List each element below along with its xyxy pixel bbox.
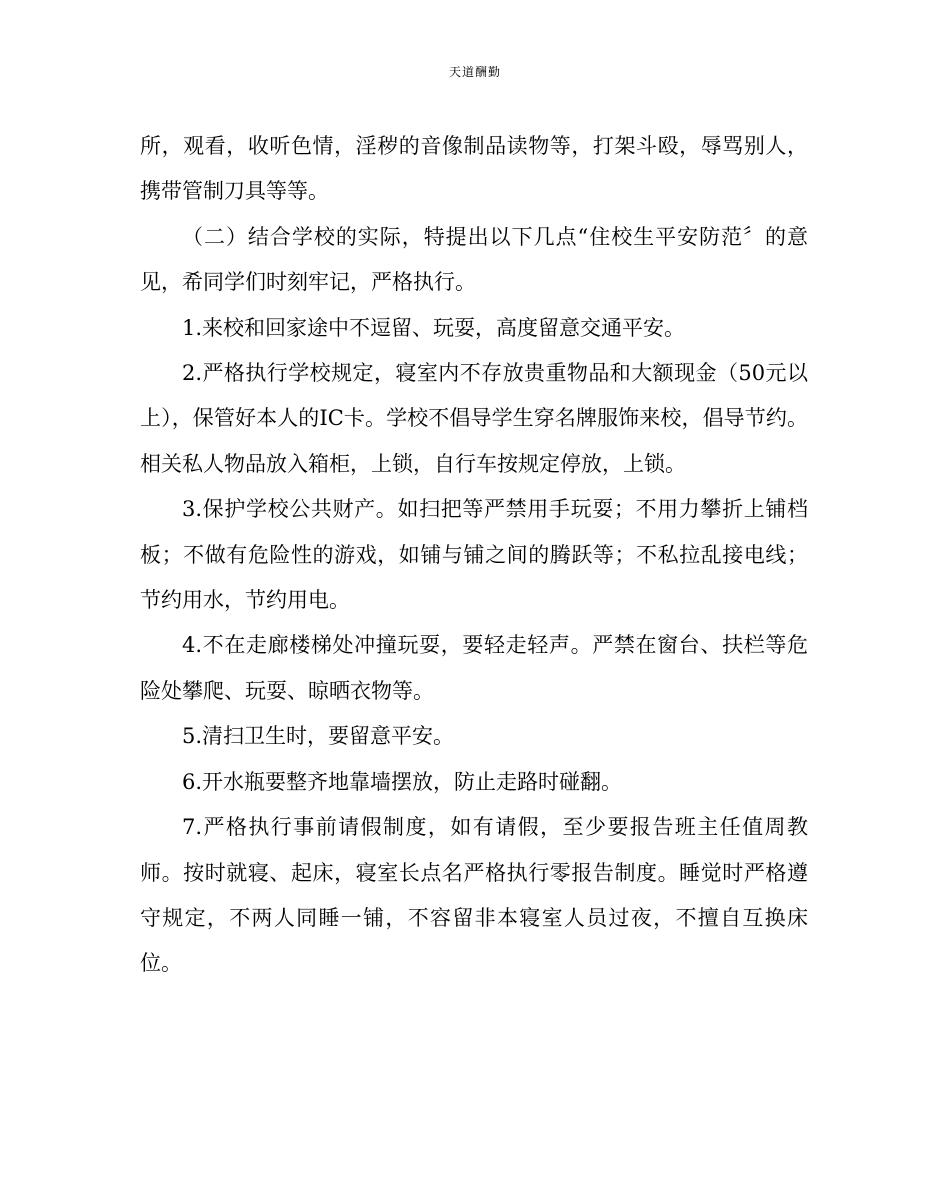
paragraph-section-two-intro: （二）结合学校的实际，特提出以下几点“住校生平安防范〞的意见，希同学们时刻牢记，严格执行。 bbox=[140, 224, 808, 295]
paragraph-item-1: 1.来校和回家途中不逗留、玩耍，高度留意交通平安。 bbox=[182, 315, 686, 340]
paragraph-item-5: 5.清扫卫生时，要留意平安。 bbox=[182, 724, 455, 749]
page-header: 天道酬勤 bbox=[448, 65, 501, 79]
paragraph-item-7: 7.严格执行事前请假制度，如有请假，至少要报告班主任值周教师。按时就寝、起床，寝室长点名严格执行零报告制度。睡觉时严格遵守规定，不两人同睡一铺，不容留非本寝室人员过夜，不擅自互换床位。 bbox=[140, 815, 808, 976]
paragraph-item-3: 3.保护学校公共财产。如扫把等严禁用手玩耍；不用力攀折上铺档板；不做有危险性的游戏，如铺与铺之间的腾跃等；不私拉乱接电线；节约用水，节约用电。 bbox=[140, 497, 808, 613]
paragraph-item-4: 4.不在走廊楼梯处冲撞玩耍，要轻走轻声。严禁在窗台、扶栏等危险处攀爬、玩耍、晾晒衣物等。 bbox=[140, 633, 808, 703]
paragraph-item-6: 6.开水瓶要整齐地靠墙摆放，防止走路时碰翻。 bbox=[182, 769, 623, 794]
paragraph-continuation: 所，观看，收听色情，淫秽的音像制品读物等，打架斗殴，辱骂别人，携带管制刀具等等。 bbox=[140, 134, 808, 204]
document-body bbox=[140, 124, 808, 987]
paragraph-item-2: 2.严格执行学校规定，寝室内不存放贵重物品和大额现金（50元以上），保管好本人的IC卡。学校不倡导学生穿名牌服饰来校，倡导节约。相关私人物品放入箱柜，上锁，自行车按规定停放，上锁。 bbox=[140, 361, 808, 476]
